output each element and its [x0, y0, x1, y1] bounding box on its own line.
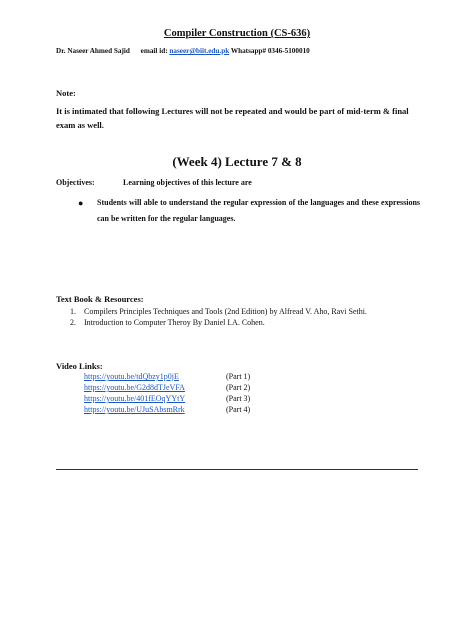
author-name: Dr. Naseer Ahmed Sajid: [56, 47, 130, 55]
email-label: email id:: [140, 47, 168, 55]
email-link[interactable]: naseer@biit.edu.pk: [169, 47, 230, 55]
video-link-row: [84, 372, 250, 381]
note-text: It is intimated that following Lectures will not be repeated and would be part of mid-term & final exam as well.: [56, 106, 409, 130]
video-part: (Part 1): [226, 372, 251, 381]
video-link-row: [84, 383, 250, 392]
list-number: 2.: [70, 318, 76, 327]
list-text: Compilers Principles Techniques and Tools (2nd Edition) by Alfread V. Aho, Ravi Sethi.: [84, 307, 367, 316]
author-line: [56, 47, 310, 55]
video-links-heading: Video Links:: [56, 361, 103, 371]
bullet-icon: ●: [78, 198, 84, 208]
objective-bullet-text: Students will able to understand the regular expression of the languages and these expressions can be written for the regular languages.: [97, 198, 420, 223]
objectives-line: [56, 178, 252, 187]
video-link[interactable]: https://youtu.be/tdQbzy1p0jE: [84, 372, 179, 381]
document-title: Compiler Construction (CS-636): [163, 28, 311, 39]
objective-bullet: [80, 195, 420, 227]
horizontal-rule: [56, 469, 418, 470]
video-link-row: [84, 405, 250, 414]
list-item: [56, 317, 367, 328]
video-part: (Part 3): [226, 394, 251, 403]
video-link[interactable]: https://youtu.be/G2d8dTJeVFA: [84, 383, 185, 392]
objectives-text: Learning objectives of this lecture are: [123, 178, 252, 187]
list-item: [56, 306, 367, 317]
video-part: (Part 2): [226, 383, 251, 392]
video-link[interactable]: https://youtu.be/UJuSAbsmRrk: [84, 405, 185, 414]
objectives-label: Objectives:: [56, 178, 95, 187]
list-text: Introduction to Computer Theroy By Daniel I.A. Cohen.: [84, 318, 265, 327]
textbooks-list: [56, 306, 367, 328]
video-link[interactable]: https://youtu.be/401fEOqYYtY: [84, 394, 186, 403]
lecture-heading: (Week 4) Lecture 7 & 8: [172, 154, 302, 169]
textbooks-heading: Text Book & Resources:: [56, 294, 144, 304]
video-link-row: [84, 394, 250, 403]
video-part: (Part 4): [226, 405, 251, 414]
whatsapp-number: Whatsapp# 0346-5100010: [230, 47, 310, 55]
list-number: 1.: [70, 307, 76, 316]
note-label: Note:: [56, 88, 76, 98]
